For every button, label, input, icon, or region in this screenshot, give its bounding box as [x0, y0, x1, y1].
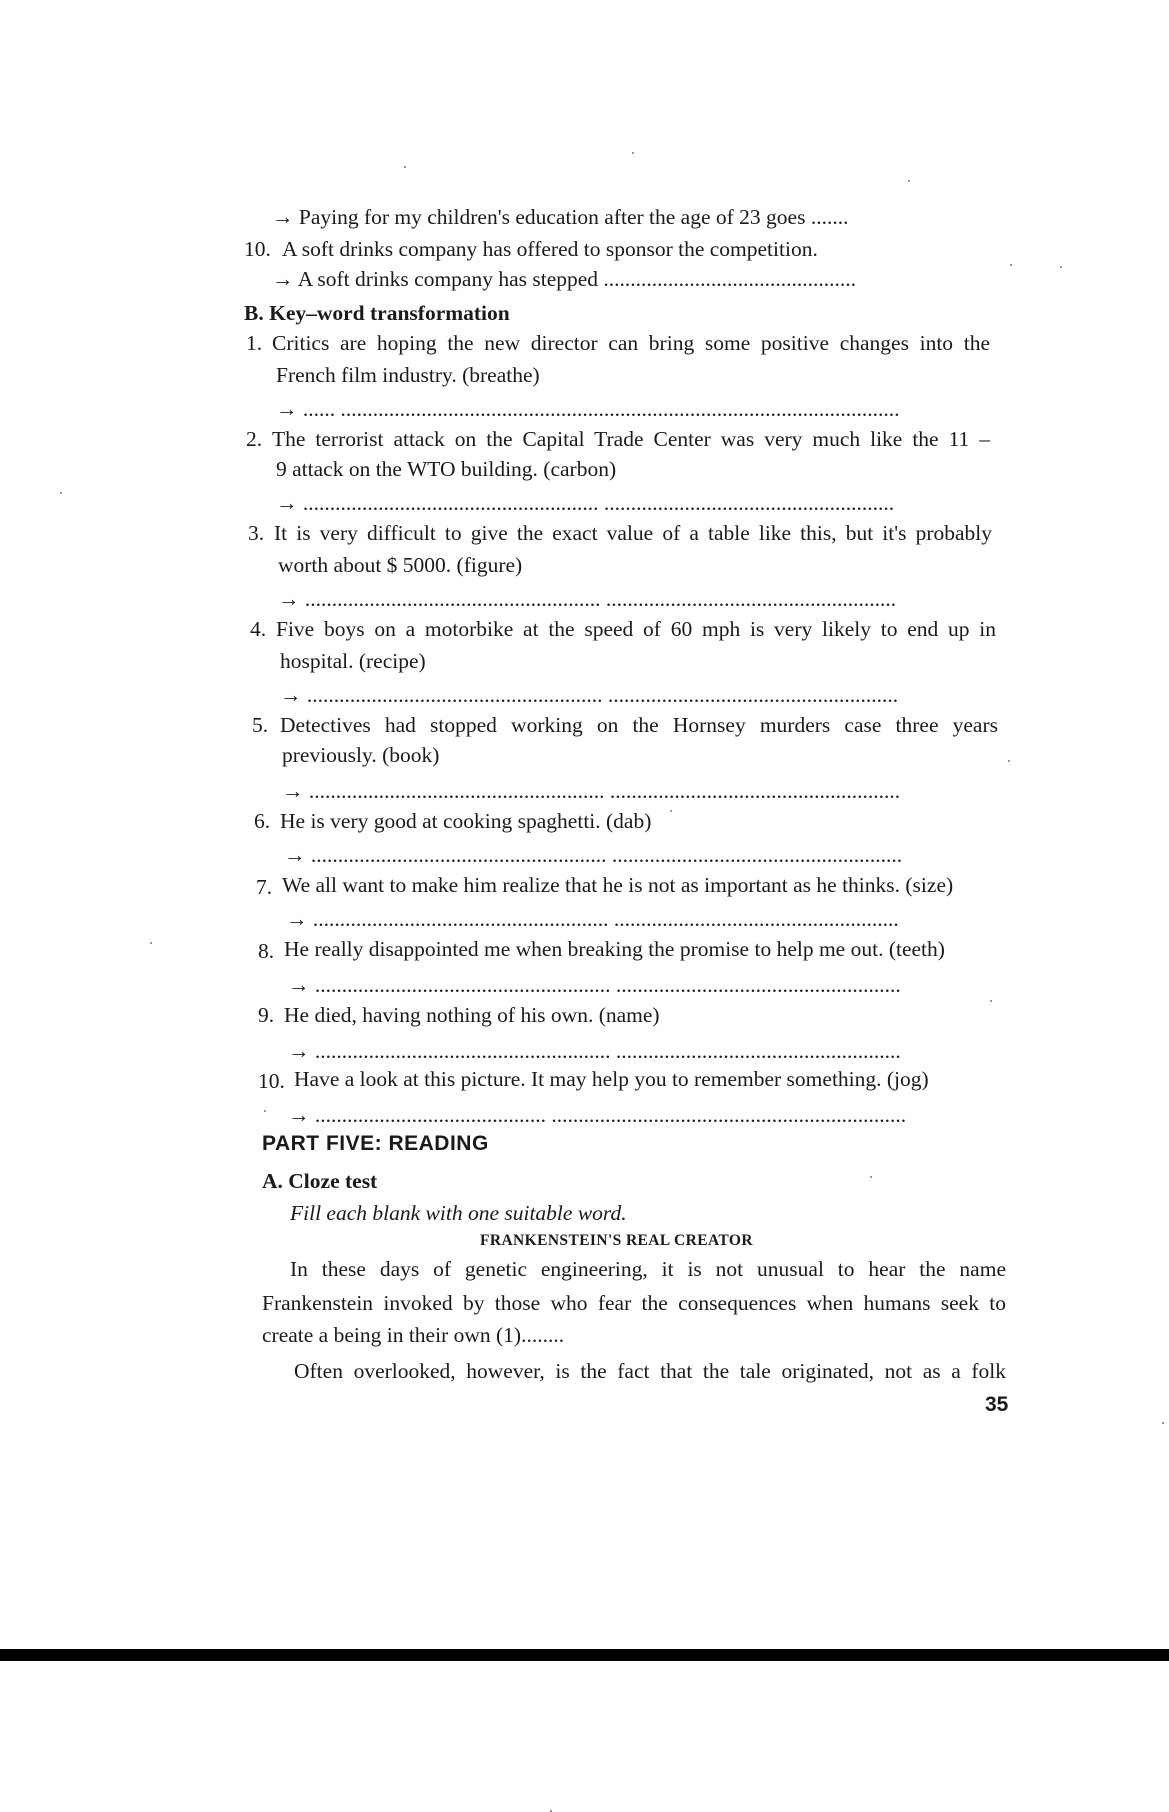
b-item-number: 8.: [258, 939, 275, 963]
scan-speck: [1162, 1422, 1164, 1424]
scan-speck: [60, 492, 62, 494]
b-item-answer-line: → ....................................................... .....................................................: [288, 973, 901, 997]
b-item-text-line1: It is very difficult to give the exact value of a table like this, but it's probably: [274, 521, 992, 545]
b-item-text-line2: French film industry. (breathe): [276, 363, 540, 387]
b-item-answer-line: → ....................................................... ......................................................: [278, 587, 897, 611]
b-item-text-line2: 9 attack on the WTO building. (carbon): [276, 457, 617, 481]
b-item-number: 3.: [248, 521, 265, 545]
scan-speck: [404, 166, 406, 168]
scan-speck: [632, 152, 634, 154]
scan-speck: [670, 810, 672, 812]
page-number: 35: [985, 1393, 1009, 1416]
b-item-text-line1: We all want to make him realize that he is not as important as he thinks. (size): [282, 873, 954, 897]
b-item-answer-line: → ........................................... ..................................................................: [288, 1103, 907, 1127]
b-item-text-line1: Critics are hoping the new director can bring some positive changes into the: [272, 331, 990, 355]
b-item-number: 6.: [254, 809, 271, 833]
b-item-text-line2: previously. (book): [282, 743, 440, 767]
b-item-answer-line: → ....................................................... ......................................................: [276, 491, 895, 515]
b-item-answer-line: → ....................................................... ......................................................: [280, 683, 899, 707]
scan-bottom-edge: [0, 1649, 1169, 1661]
scan-speck: [264, 1110, 266, 1112]
passage-para1-line2: Frankenstein invoked by those who fear the consequences when humans seek to: [262, 1291, 1006, 1315]
scan-speck: [870, 1176, 872, 1178]
b-item-number: 7.: [256, 875, 273, 899]
b-item-text-line1: The terrorist attack on the Capital Trade Center was very much like the 11 –: [272, 427, 990, 451]
b-item-text-line1: Have a look at this picture. It may help you to remember something. (jog): [294, 1067, 929, 1091]
b-item-number: 1.: [246, 331, 263, 355]
b-item-text-line1: He is very good at cooking spaghetti. (dab): [280, 809, 652, 833]
cloze-test-heading: A. Cloze test: [262, 1169, 378, 1193]
item10-text: A soft drinks company has offered to sponsor the competition.: [282, 237, 818, 261]
item9-answer-line: → Paying for my children's education after the age of 23 goes .......: [272, 205, 849, 229]
b-item-text-line1: Detectives had stopped working on the Hornsey murders case three years: [280, 713, 998, 737]
b-item-number: 9.: [258, 1003, 275, 1027]
b-item-number: 2.: [246, 427, 263, 451]
b-item-answer-line: → ....................................................... .....................................................: [286, 907, 899, 931]
part-five-title: PART FIVE: READING: [262, 1132, 489, 1155]
scan-speck: [1010, 264, 1012, 266]
b-item-number: 5.: [252, 713, 269, 737]
b-item-text-line1: He died, having nothing of his own. (name): [284, 1003, 660, 1027]
b-item-text-line2: worth about $ 5000. (figure): [278, 553, 523, 577]
b-item-answer-line: → ....................................................... ......................................................: [284, 843, 903, 867]
item10-answer-line: → A soft drinks company has stepped ...............................................: [272, 267, 857, 291]
b-item-text-line1: He really disappointed me when breaking the promise to help me out. (teeth): [284, 937, 945, 961]
b-item-text-line1: Five boys on a motorbike at the speed of 60 mph is very likely to end up in: [276, 617, 996, 641]
scan-speck: [990, 1000, 992, 1002]
b-item-text-line2: hospital. (recipe): [280, 649, 426, 673]
b-item-answer-line: → ...... ........................................................................................................: [276, 397, 900, 421]
passage-title: FRANKENSTEIN'S REAL CREATOR: [480, 1232, 753, 1249]
passage-para1-line1: In these days of genetic engineering, it is not unusual to hear the name: [290, 1257, 1006, 1281]
item10-number: 10.: [244, 237, 271, 261]
scan-speck: [1060, 266, 1062, 268]
b-item-answer-line: → ....................................................... .....................................................: [288, 1039, 901, 1063]
cloze-instruction: Fill each blank with one suitable word.: [290, 1201, 627, 1225]
section-b-heading: B. Key–word transformation: [244, 301, 510, 325]
b-item-answer-line: → ....................................................... ......................................................: [282, 779, 901, 803]
b-item-number: 10.: [258, 1069, 285, 1093]
scan-speck: [1008, 760, 1010, 762]
scan-speck: [908, 180, 910, 182]
passage-para1-line3: create a being in their own (1)........: [262, 1323, 565, 1347]
b-item-number: 4.: [250, 617, 267, 641]
scan-speck: [150, 942, 152, 944]
passage-para2-line1: Often overlooked, however, is the fact that the tale originated, not as a folk: [294, 1359, 1006, 1383]
